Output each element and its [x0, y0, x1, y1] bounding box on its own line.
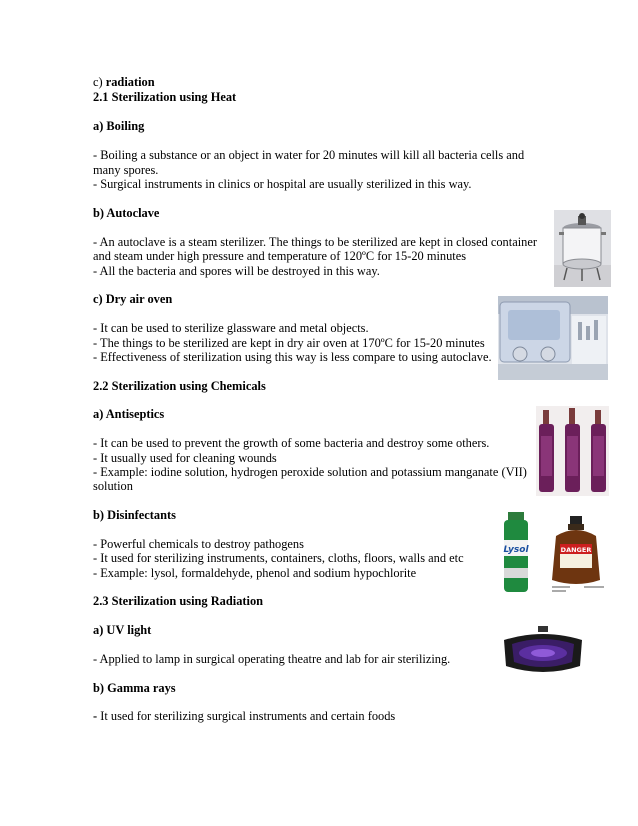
autoclave-illustration: [554, 210, 611, 287]
uv-lamp-image: [500, 624, 586, 680]
disinfectants-text-1: - Powerful chemicals to destroy pathogens: [93, 537, 304, 551]
intro-line: c) radiation: [93, 75, 155, 89]
antiseptics-text-1: - It can be used to prevent the growth of some bacteria and destroy some others.: [93, 436, 490, 450]
boiling-text-2: many spores.: [93, 163, 159, 177]
boiling-text-1: - Boiling a substance or an object in water for 20 minutes will kill all bacteria cells and: [93, 148, 525, 162]
antiseptic-bottles-illustration: [536, 406, 609, 496]
section-2-3-title: 2.3 Sterilization using Radiation: [93, 594, 264, 608]
antiseptics-heading: a) Antiseptics: [93, 407, 165, 421]
antiseptics-text-4: solution: [93, 479, 133, 493]
antiseptic-bottles-image: [536, 406, 609, 496]
boiling-heading: a) Boiling: [93, 119, 145, 133]
dry-air-oven-image: [498, 296, 608, 380]
oven-text-3: - Effectiveness of sterilization using this way is less compare to using autoclave.: [93, 350, 492, 364]
danger-bottle-image: [544, 514, 612, 596]
autoclave-text-1: - An autoclave is a steam sterilizer. The things to be sterilized are kept in closed container: [93, 235, 537, 249]
autoclave-image: [554, 210, 611, 287]
disinfectants-text-2: - It used for sterilizing instruments, containers, cloths, floors, walls and etc: [93, 551, 464, 565]
danger-bottle-illustration: [544, 514, 612, 596]
oven-text-2: - The things to be sterilized are kept in dry air oven at 170ºC for 15-20 minutes: [93, 336, 485, 350]
boiling-text-3: - Surgical instruments in clinics or hospital are usually sterilized in this way.: [93, 177, 472, 191]
gamma-heading: b) Gamma rays: [93, 681, 176, 695]
uv-heading: a) UV light: [93, 623, 152, 637]
uv-text-1: - Applied to lamp in surgical operating theatre and lab for air sterilizing.: [93, 652, 451, 666]
oven-heading: c) Dry air oven: [93, 292, 173, 306]
lysol-label: Lysol: [503, 545, 529, 555]
dry-air-oven-illustration: [498, 296, 608, 380]
disinfectants-text-3: - Example: lysol, formaldehyde, phenol and sodium hypochlorite: [93, 566, 417, 580]
section-2-2-title: 2.2 Sterilization using Chemicals: [93, 379, 266, 393]
section-2-1-title: 2.1 Sterilization using Heat: [93, 90, 237, 104]
gamma-text-1: - It used for sterilizing surgical instruments and certain foods: [93, 709, 396, 723]
autoclave-text-2: and steam under high pressure and temperature of 120ºC for 15-20 minutes: [93, 249, 467, 263]
lysol-can-illustration: [500, 512, 532, 594]
oven-text-1: - It can be used to sterilize glassware and metal objects.: [93, 321, 369, 335]
danger-label: DANGER: [560, 546, 592, 554]
lysol-can-image: [500, 512, 532, 594]
antiseptics-text-3: - Example: iodine solution, hydrogen peroxide solution and potassium manganate (VII): [93, 465, 527, 479]
autoclave-heading: b) Autoclave: [93, 206, 160, 220]
antiseptics-text-2: - It usually used for cleaning wounds: [93, 451, 277, 465]
uv-lamp-illustration: [500, 624, 586, 680]
autoclave-text-3: - All the bacteria and spores will be destroyed in this way.: [93, 264, 380, 278]
disinfectants-heading: b) Disinfectants: [93, 508, 176, 522]
